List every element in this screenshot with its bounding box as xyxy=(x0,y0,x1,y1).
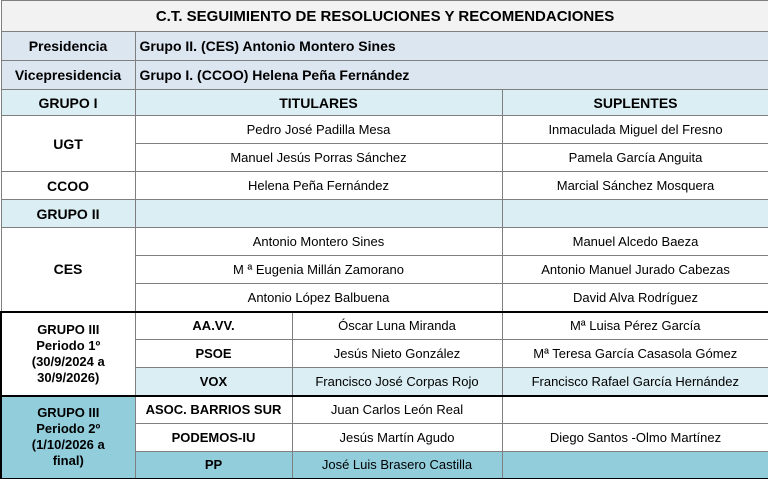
grupo3a-line4: 30/9/2026) xyxy=(37,369,100,385)
header-row xyxy=(1,90,768,116)
ccoo-label: CCOO xyxy=(1,172,135,200)
ugt-titular-2: Manuel Jesús Porras Sánchez xyxy=(135,144,502,172)
grupo3a-line3: (30/9/2024 a xyxy=(31,353,105,369)
grupo3a-line1: GRUPO III xyxy=(37,321,100,337)
grupo3a-org-1: AA.VV. xyxy=(135,312,292,340)
grupo3b-titular-3: José Luis Brasero Castilla xyxy=(292,452,502,479)
grupo3b-line3: (1/10/2026 a xyxy=(31,437,105,452)
presidencia-label: Presidencia xyxy=(1,32,135,61)
grupo2-empty-suplente xyxy=(502,200,768,228)
ugt-suplente-1: Inmaculada Miguel del Fresno xyxy=(502,116,768,144)
grupo3a-org-3: VOX xyxy=(135,368,292,396)
grupo3b-suplente-3 xyxy=(502,452,768,479)
table-row xyxy=(1,228,768,256)
grupo3a-label xyxy=(1,312,135,396)
vicepresidencia-label: Vicepresidencia xyxy=(1,61,135,90)
table-row xyxy=(1,116,768,144)
grupo3a-suplente-2: Mª Teresa García Casasola Gómez xyxy=(502,340,768,368)
grupo2-label: GRUPO II xyxy=(1,200,135,228)
grupo3b-org-1: ASOC. BARRIOS SUR xyxy=(135,396,292,424)
grupo3b-org-3: PP xyxy=(135,452,292,479)
ccoo-titular: Helena Peña Fernández xyxy=(135,172,502,200)
ces-suplente-2: Antonio Manuel Jurado Cabezas xyxy=(502,256,768,284)
title-row xyxy=(1,1,768,32)
ces-label: CES xyxy=(1,228,135,312)
grupo3a-line2: Periodo 1º xyxy=(36,337,101,353)
ces-titular-3: Antonio López Balbuena xyxy=(135,284,502,312)
grupo3a-suplente-3: Francisco Rafael García Hernández xyxy=(502,368,768,396)
ugt-label: UGT xyxy=(1,116,135,172)
vicepresidencia-value: Grupo I. (CCOO) Helena Peña Fernández xyxy=(135,61,768,90)
header-titulares: TITULARES xyxy=(135,90,502,116)
grupo3b-suplente-1 xyxy=(502,396,768,424)
grupo3b-line2: Periodo 2º xyxy=(36,421,101,436)
grupo2-empty-titular xyxy=(135,200,502,228)
header-grupo: GRUPO I xyxy=(1,90,135,116)
grupo3b-line1: GRUPO III xyxy=(37,405,100,420)
ccoo-suplente: Marcial Sánchez Mosquera xyxy=(502,172,768,200)
grupo3b-titular-2: Jesús Martín Agudo xyxy=(292,424,502,452)
presidencia-value: Grupo II. (CES) Antonio Montero Sines xyxy=(135,32,768,61)
ces-suplente-3: David Alva Rodríguez xyxy=(502,284,768,312)
grupo3a-org-2: PSOE xyxy=(135,340,292,368)
table-row xyxy=(1,396,768,424)
grupo3b-line4: final) xyxy=(52,453,84,468)
ugt-titular-1: Pedro José Padilla Mesa xyxy=(135,116,502,144)
grupo3b-suplente-2: Diego Santos -Olmo Martínez xyxy=(502,424,768,452)
presidencia-row xyxy=(1,32,768,61)
grupo3b-org-2: PODEMOS-IU xyxy=(135,424,292,452)
ces-suplente-1: Manuel Alcedo Baeza xyxy=(502,228,768,256)
grupo3b-titular-1: Juan Carlos León Real xyxy=(292,396,502,424)
table-title: C.T. SEGUIMIENTO DE RESOLUCIONES Y RECOMENDACIONES xyxy=(1,1,768,32)
ugt-suplente-2: Pamela García Anguita xyxy=(502,144,768,172)
header-suplentes: SUPLENTES xyxy=(502,90,768,116)
table-row xyxy=(1,312,768,340)
grupo3a-titular-1: Óscar Luna Miranda xyxy=(292,312,502,340)
table-row xyxy=(1,172,768,200)
grupo3a-titular-3: Francisco José Corpas Rojo xyxy=(292,368,502,396)
grupo3a-titular-2: Jesús Nieto González xyxy=(292,340,502,368)
grupo3a-suplente-1: Mª Luisa Pérez García xyxy=(502,312,768,340)
ces-titular-2: M ª Eugenia Millán Zamorano xyxy=(135,256,502,284)
vicepresidencia-row xyxy=(1,61,768,90)
ces-titular-1: Antonio Montero Sines xyxy=(135,228,502,256)
grupo3b-label xyxy=(1,396,135,479)
grupo2-row xyxy=(1,200,768,228)
